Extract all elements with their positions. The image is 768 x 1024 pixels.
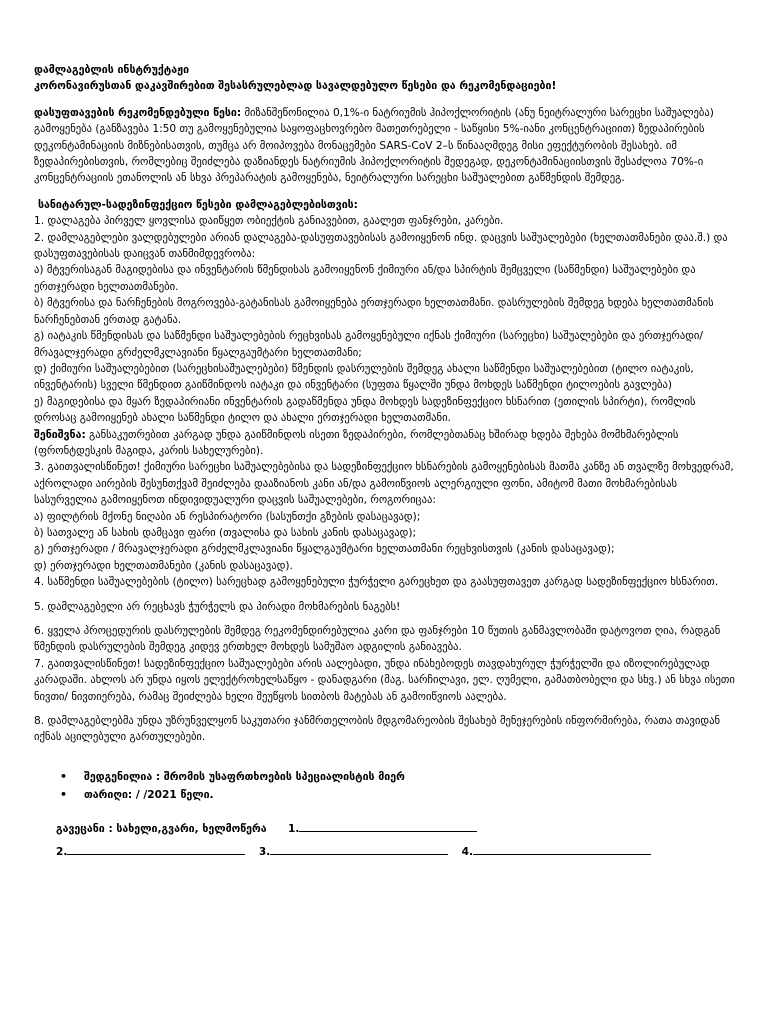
instruction-item: ა) მტვერისაგან მაგიდებისა და ინვენტარის წმენდისას გამოიყენონ ქიმიური ან/და სპირტის შემცველი (საწმენდი) საშუალებები და ერთჯერადი ხელთათმანები. (34, 264, 696, 293)
instruction-item: ე) მაგიდებისა და მყარ ზედაპირიანი ინვენტარის გადაწმენდა უნდა მოხდეს სადეზინფექციო ხსნარით (ეთილის სპირტი), რომლის დროსაც გამოიყენებ ახალი საწმენდი ტილო და ახალი ერთჯერადი ხელთათმანი. (34, 395, 696, 425)
instruction-item: 7. გაითვალისწინეთ! სადეზინფექციო საშუალებები არის აალებადი, უნდა ინახებოდეს თავდახურულ ჭურჭელში და იზოლირებულად კარადაში. ახლოს არ უნდა იყოს ელექტროხელსაწყო - დანადგარი (მაგ. სარჩილავი, ელ. ღუმელი, გამათბობელი და სხვ.) ან სხვა ისეთი ნივთი/ ნივთიერება, რამაც შეიძლება ხელი შეუწყოს სითბოს მატებას ან გამოიწვიოს აალება. (34, 657, 735, 703)
signature-row-2 (34, 843, 736, 860)
prepared-by (34, 768, 736, 786)
meta-list (34, 768, 736, 804)
instruction-item: ა) ფილტრის მქონე ნიღაბი ან რესპირატორი (სასუნთქი გზების დასაცავად); (34, 510, 421, 523)
disinfection-heading: დასუფთავების რეკომენდებული წესი: (34, 106, 242, 119)
disinfection-body: მიზანშეწონილია 0,1%-ი ნატრიუმის ჰიპოქლორიტის (ანუ ნეიტრალური სარეცხი საშუალება) გამოყენება (განზავება 1:50 თუ გამოყენებულია საყოფაცხოვრებო მათეთრებელი - საწყისი 5%-იანი კონცენტრაციით) ზედაპირების დეკონტამინაციის მიზნებისათვის, თუმცა არ მოიპოვება მონაცემები SARS-CoV 2–ს წინააღმდეგ მისი ეფექტურობის შესახებ. იმ ზედაპირებისთვის, რომლებიც შეიძლება დაზიანდეს ნატრიუმის ჰიპოქლორიტის შედეგად, დეკონტამინაციისთვის შესაძლოა 70%-ი კონცენტრაციის ეთანოლის ან სხვა პრეპარატის გამოყენება, ნეიტრალური სარეცხი საშუალებით გაწმენდის შემდეგ. (34, 106, 714, 185)
document-title: დამლაგებლის ინსტრუქტაჟი (34, 64, 190, 76)
sanitary-heading: სანიტარულ-სადეზინფექციო წესები დამლაგებლებისთვის: (38, 198, 358, 211)
signature-line-2[interactable] (67, 843, 245, 855)
instruction-item: 4. საწმენდი საშუალებების (ტილო) სარეცხად გამოყენებული ჭურჭელი გარეცხეთ და გაასუფთავეთ კარგად სადეზინფექციო ხსნარით. (34, 576, 719, 589)
instruction-item: დ) ერთჯერადი ხელთათმანები (კანის დასაცავად). (34, 559, 293, 572)
signature-line-4[interactable] (473, 843, 651, 855)
instruction-item: 1. დალაგება პირველ ყოვლისა დაიწყეთ ობიექტის განიავებით, გაალეთ ფანჯრები, კარები. (34, 215, 504, 228)
signature-label: გავეცანი : სახელი,გვარი, ხელმოწერა (56, 822, 267, 835)
note-label: შენიშვნა: (34, 428, 86, 441)
instruction-item: გ) იატაკის წმენდისას და საწმენდი საშუალებების რეცხვისას გამოყენებული იქნას ქიმიური (სარეცხი) საშუალებები და ერთჯერადი/მრავალჯერადი გრძელმკლავიანი წყალგაუმტარი ხელთათმანი; (34, 330, 703, 359)
signature-number: 2. (56, 846, 68, 859)
instruction-item: დ) ქიმიური საშუალებებით (სარეცხისაშუალებები) წმენდის დასრულების შემდეგ ახალი საწმენდი საშუალებებით (ტილო იატაკის, ინვენტარის) სველი წმენდით გაიწმინდოს იატაკი და ინვენტარი (სუფთა წყალში უნდა მოხდეს საწმენდი ტილოების გავლება) (34, 362, 694, 392)
signature-row-1 (34, 820, 736, 837)
signature-number: 1. (288, 822, 300, 835)
note-text: განსაკუთრებით კარგად უნდა გაიწმინდოს ისეთი ზედაპირები, რომლებთანაც ხშირად ხდება შეხება მომხმარებლის (ფრონტდესკის მაგიდა, კარის სახელურები). (34, 428, 679, 457)
instruction-item: 6. ყველა პროცედურის დასრულების შემდეგ რეკომენდირებულია კარი და ფანჯრები 10 წუთის განმავლობაში დატოვოთ ღია, რადგან წმენდის დასრულების შემდეგ კიდევ ერთხელ მოხდეს სამუშაო ადგილის განიავება. (34, 625, 721, 654)
document-page (34, 62, 736, 861)
signature-line-3[interactable] (270, 843, 448, 855)
signature-line-1[interactable] (299, 820, 477, 832)
note-paragraph (34, 427, 736, 460)
prepared-label: შედგენილია : (84, 770, 164, 783)
instruction-item: 8. დამლაგებლებმა უნდა უზრუნველყონ საკუთარი ჯანმრთელობის მდგომარეობის შესახებ მენეჯერების ინფორმირება, რათა თავიდან იქნას აცილებული გართულებები. (34, 715, 720, 744)
disinfection-paragraph (34, 105, 736, 187)
instruction-item: 3. გაითვალისწინეთ! ქიმიური სარეცხი საშუალებებისა და სადეზინფექციო ხსნარების გამოყენებისას მათმა კანზე ან თვალზე მოხვედრამ, აქროლადი აირების შესუნთქვამ შეიძლება დააზიანოს კანი ან/და გამოიწვიოს ალერგიული ფონი, ამიტომ მათი მოხმარებისას სასურველია გამოიყენოთ ინდივიდუალური დაცვის საშუალებები, როგორიცაა: (34, 461, 734, 507)
date-value: / /2021 წელი. (132, 788, 214, 801)
instruction-item: გ) ერთჯერადი / მრავალჯერადი გრძელმკლავიანი წყალგაუმტარი ხელთათმანი რეცხვისთვის (კანის დასაცავად); (34, 543, 615, 556)
prepared-value: შრომის უსაფრთხოების სპეციალისტის მიერ (163, 770, 405, 783)
instruction-item: ბ) მტვერისა და ნარჩენების მოგროვება-გატანისას გამოიყენება ერთჯერადი ხელთათმანი. დასრულების შემდეგ ხდება ხელთათმანის ნარჩენებთან ერთად გატანა. (34, 297, 714, 326)
signature-number: 4. (461, 846, 474, 859)
document-subtitle: კორონავირუსთან დაკავშირებით შესასრულებლად სავალდებულო წესები და რეკომენდაციები! (34, 80, 557, 93)
instruction-item: ბ) სათვალე ან სახის დამცავი ფარი (თვალისა და სახის კანის დასაცავად); (34, 526, 417, 539)
date-line (34, 786, 736, 804)
instruction-item: 5. დამლაგებელი არ რეცხავს ჭურჭელს და პირადი მოხმარების ნაგებს! (34, 600, 401, 613)
date-label: თარიღი: (84, 788, 133, 801)
signature-number: 3. (258, 846, 271, 859)
instruction-item: 2. დამლაგებლები ვალდებულები არიან დალაგება-დასუფთავებისას გამოიყენონ ინდ. დაცვის საშუალებები (ხელთათმანები დაა.შ.) და დასუფთავებისას დაიცვან თანმიმდევრობა: (34, 231, 728, 261)
